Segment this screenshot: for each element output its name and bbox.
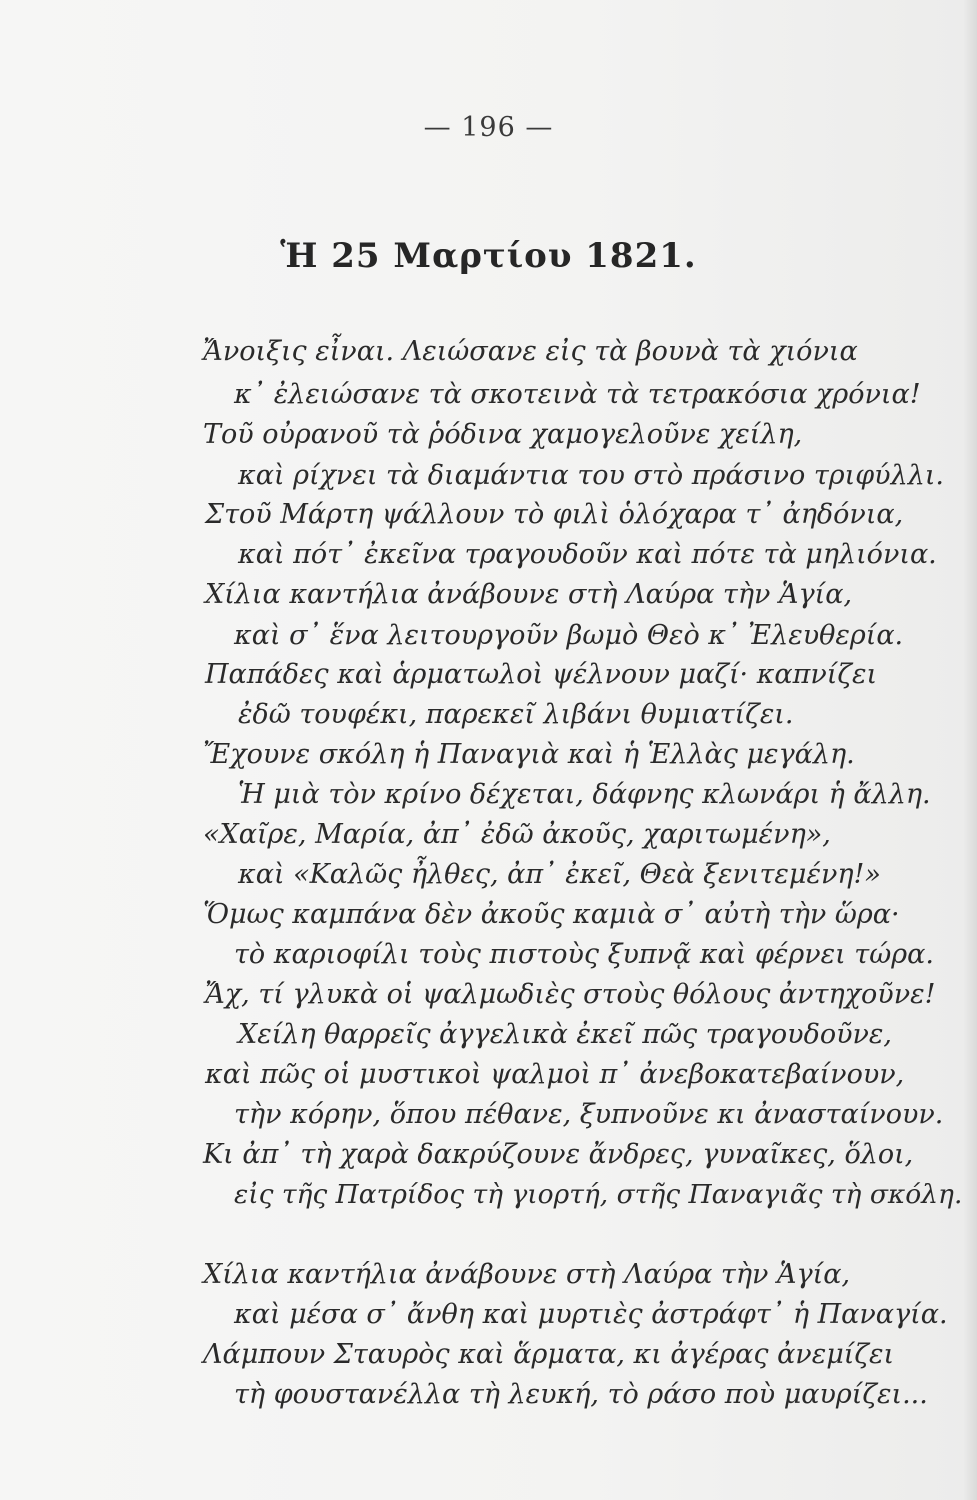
- verse-line: καὶ μέσα σ᾽ ἄνθη καὶ μυρτιὲς ἀστράφτ᾽ ἡ Παναγία.: [234, 1299, 948, 1330]
- verse-line: Χίλια καντήλια ἀνάβουνε στὴ Λαύρα τὴν Ἁγία,: [205, 579, 853, 610]
- verse-line: Ἔχουνε σκόλη ἡ Παναγιὰ καὶ ἡ Ἑλλὰς μεγάλη.: [203, 739, 855, 770]
- verse-line: Ὅμως καμπάνα δὲν ἀκοῦς καμιὰ σ᾽ αὐτὴ τὴν ὥρα·: [203, 899, 900, 930]
- verse-line: ἐδῶ τουφέκι, παρεκεῖ λιβάνι θυμιατίζει.: [238, 699, 794, 730]
- verse-line: καὶ πῶς οἱ μυστικοὶ ψαλμοὶ π᾽ ἀνεβοκατεβαίνουν,: [205, 1059, 905, 1090]
- page-binding-shadow: [963, 0, 977, 1500]
- verse-line: Παπάδες καὶ ἁρματωλοὶ ψέλνουν μαζί· καπνίζει: [205, 659, 878, 690]
- verse-line: Ἡ μιὰ τὸν κρίνο δέχεται, δάφνης κλωνάρι ἡ ἄλλη.: [238, 779, 931, 810]
- verse-line: καὶ σ᾽ ἕνα λειτουργοῦν βωμὸ Θεὸ κ᾽ Ἐλευθερία.: [234, 620, 904, 651]
- verse-line: Στοῦ Μάρτη ψάλλουν τὸ φιλὶ ὁλόχαρα τ᾽ ἀηδόνια,: [205, 499, 904, 530]
- verse-line: Λάμπουν Σταυρὸς καὶ ἅρματα, κι ἀγέρας ἀνεμίζει: [203, 1339, 895, 1370]
- verse-line: Κι ἀπ᾽ τὴ χαρὰ δακρύζουνε ἄνδρες, γυναῖκες, ὅλοι,: [203, 1139, 914, 1170]
- verse-line: Ἄχ, τί γλυκὰ οἱ ψαλμωδιὲς στοὺς θόλους ἀντηχοῦνε!: [205, 979, 936, 1010]
- page-number: — 196 —: [423, 112, 554, 143]
- verse-line: Ἄνοιξις εἶναι. Λειώσανε εἰς τὰ βουνὰ τὰ χιόνια: [203, 336, 858, 367]
- verse-line: καὶ ρίχνει τὰ διαμάντια του στὸ πράσινο τριφύλλι.: [238, 460, 944, 491]
- verse-line: κ᾽ ἐλειώσανε τὰ σκοτεινὰ τὰ τετρακόσια χρόνια!: [234, 379, 921, 410]
- verse-line: Χείλη θαρρεῖς ἀγγελικὰ ἐκεῖ πῶς τραγουδοῦνε,: [238, 1019, 892, 1050]
- verse-line: εἰς τῆς Πατρίδος τὴ γιορτή, στῆς Παναγιᾶς τὴ σκόλη.: [234, 1179, 963, 1210]
- poem-title: Ἡ 25 Μαρτίου 1821.: [280, 236, 697, 276]
- verse-line: τὴ φουστανέλλα τὴ λευκή, τὸ ράσο ποὺ μαυρίζει...: [234, 1379, 928, 1410]
- verse-line: καὶ πότ᾽ ἐκεῖνα τραγουδοῦν καὶ πότε τὰ μηλιόνια.: [238, 539, 937, 570]
- verse-line: Χίλια καντήλια ἀνάβουνε στὴ Λαύρα τὴν Ἁγία,: [203, 1259, 851, 1290]
- verse-line: καὶ «Καλῶς ἦλθες, ἀπ᾽ ἐκεῖ, Θεὰ ξενιτεμένη!»: [238, 859, 881, 890]
- verse-line: «Χαῖρε, Μαρία, ἀπ᾽ ἐδῶ ἀκοῦς, χαριτωμένη»,: [203, 819, 831, 850]
- verse-line: τὸ καριοφίλι τοὺς πιστοὺς ξυπνᾷ καὶ φέρνει τώρα.: [234, 939, 934, 970]
- verse-line: Τοῦ οὐρανοῦ τὰ ῥόδινα χαμογελοῦνε χείλη,: [203, 419, 803, 450]
- verse-line: τὴν κόρην, ὅπου πέθανε, ξυπνοῦνε κι ἀνασταίνουν.: [234, 1099, 944, 1130]
